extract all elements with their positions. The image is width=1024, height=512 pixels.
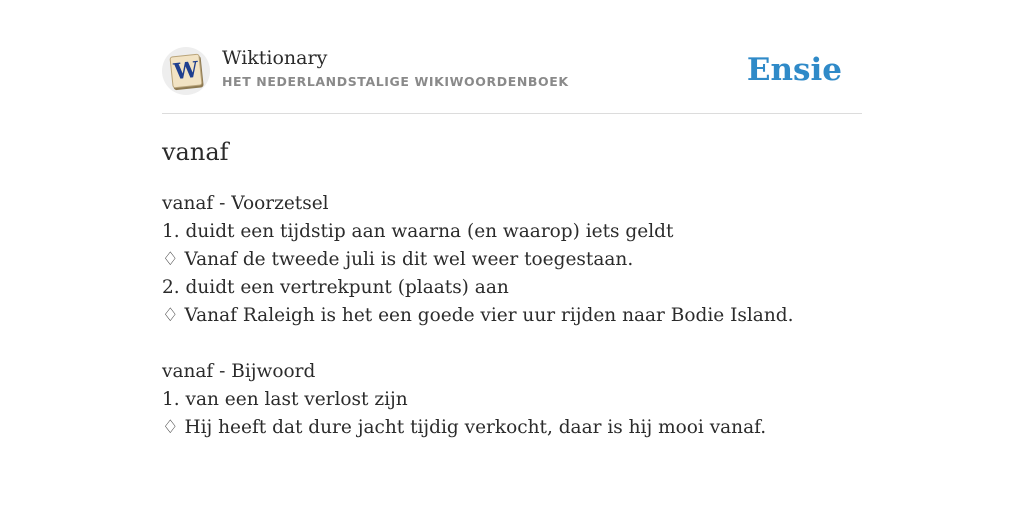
definition-line: 1. duidt een tijdstip aan waarna (en waarop) iets geldt (162, 221, 674, 242)
ensie-brand-link[interactable]: Ensie (746, 52, 842, 88)
definition-list (162, 190, 862, 470)
site-name[interactable]: Wiktionary (222, 47, 328, 69)
entry-bijwoord (162, 358, 862, 442)
example-line: ♢ Vanaf Raleigh is het een goede vier uur rijden naar Bodie Island. (162, 305, 794, 326)
page-title: vanaf (162, 138, 229, 166)
logo-tile (169, 54, 202, 89)
example-line: ♢ Vanaf de tweede juli is dit wel weer toegestaan. (162, 249, 634, 270)
site-tagline: HET NEDERLANDSTALIGE WIKIWOORDENBOEK (222, 74, 569, 89)
definition-line: 1. van een last verlost zijn (162, 389, 408, 410)
definition-line: 2. duidt een vertrekpunt (plaats) aan (162, 277, 509, 298)
entry-heading: vanaf - Voorzetsel (162, 193, 329, 214)
page-container (162, 0, 862, 438)
entry-heading: vanaf - Bijwoord (162, 361, 316, 382)
site-header (162, 0, 862, 114)
entry-voorzetsel (162, 190, 862, 330)
logo-letter: W (172, 56, 200, 86)
example-line: ♢ Hij heeft dat dure jacht tijdig verkocht, daar is hij mooi vanaf. (162, 417, 767, 438)
wiktionary-logo-icon[interactable] (162, 47, 210, 95)
